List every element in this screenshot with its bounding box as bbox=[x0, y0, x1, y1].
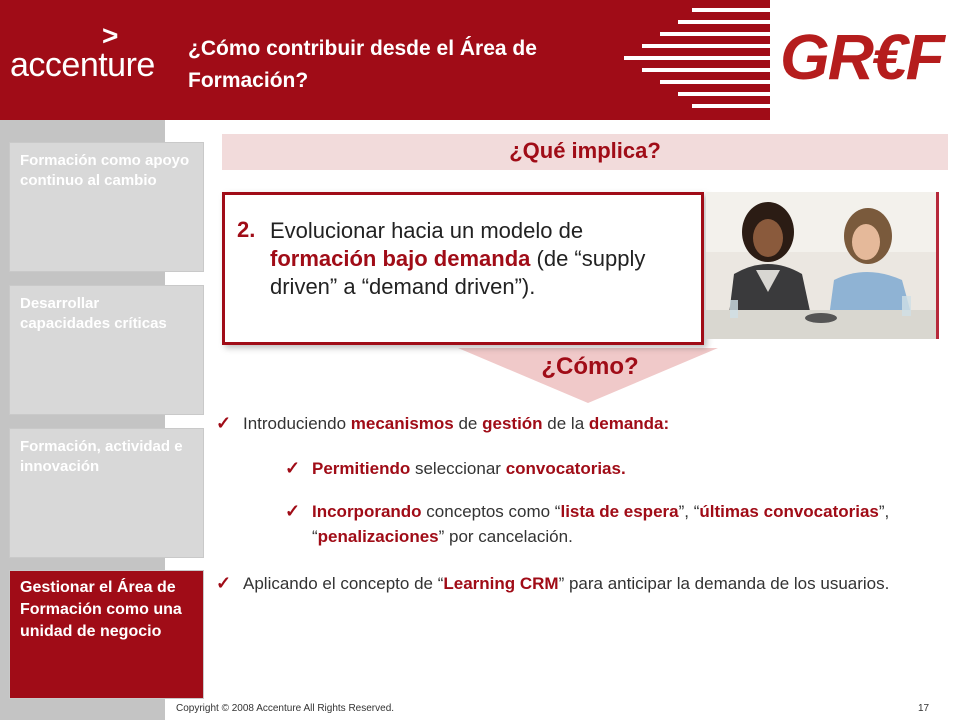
partner-logo-box bbox=[770, 0, 960, 120]
bullet-highlight: mecanismos bbox=[350, 414, 454, 433]
accenture-logo: accenture bbox=[10, 46, 155, 84]
bullet-text: Aplicando el concepto de “ bbox=[243, 574, 444, 593]
sidebar-item-unidad-negocio[interactable] bbox=[10, 571, 203, 698]
bullet-highlight: Learning CRM bbox=[443, 574, 559, 593]
question-bar bbox=[222, 134, 948, 170]
bullet-highlight: Permitiendo bbox=[312, 459, 411, 478]
check-icon: ✓ bbox=[285, 501, 301, 521]
bullet-text: seleccionar bbox=[410, 459, 506, 478]
bullet-highlight: penalizaciones bbox=[317, 527, 439, 546]
bullet-highlight: últimas convocatorias bbox=[699, 502, 879, 521]
bullet-highlight: demanda: bbox=[588, 414, 670, 433]
bullet-permitiendo bbox=[312, 456, 942, 481]
question-bar-text: ¿Qué implica? bbox=[509, 138, 661, 163]
bullet-mecanismos bbox=[243, 411, 943, 436]
sidebar-item-label: Formación, actividad e innovación bbox=[20, 438, 183, 475]
sidebar-item-capacidades[interactable] bbox=[10, 286, 203, 414]
panel-number: 2. bbox=[237, 217, 256, 242]
sidebar-item-innovacion[interactable] bbox=[10, 429, 203, 557]
panel-text bbox=[270, 217, 690, 301]
panel-text-part: (de “supply driven” a “demand driven”). bbox=[270, 246, 646, 299]
sidebar-item-label: Formación como apoyo continuo al cambio bbox=[20, 152, 190, 189]
bullet-highlight: convocatorias. bbox=[505, 459, 626, 478]
page-title: ¿Cómo contribuir desde el Área de Formación? bbox=[188, 37, 537, 92]
highlight-panel bbox=[222, 192, 704, 345]
bullet-highlight: lista de espera bbox=[560, 502, 679, 521]
bullet-text: de bbox=[453, 414, 483, 433]
accenture-logo-mark: > bbox=[102, 20, 119, 51]
sidebar-item-label: Gestionar el Área de Formación como una unidad de negocio bbox=[20, 579, 182, 640]
decorative-stripes bbox=[600, 0, 770, 120]
check-icon: ✓ bbox=[285, 458, 301, 478]
bullet-text: ” por cancelación. bbox=[438, 527, 573, 546]
bullet-text: conceptos como “ bbox=[421, 502, 561, 521]
meeting-photo-illustration bbox=[706, 192, 936, 339]
bullet-highlight: gestión bbox=[482, 414, 543, 433]
sidebar-item-formacion-cambio[interactable] bbox=[10, 143, 203, 271]
header-banner bbox=[0, 0, 960, 120]
sidebar-item-label: Desarrollar capacidades críticas bbox=[20, 295, 167, 332]
gref-logo: GR€F bbox=[780, 21, 943, 93]
bullet-text: ”, “ bbox=[312, 502, 890, 546]
bullet-text: ” para anticipar la demanda de los usuarios. bbox=[558, 574, 890, 593]
bullet-text: de la bbox=[542, 414, 589, 433]
bullet-text: ”, “ bbox=[678, 502, 700, 521]
bullet-incorporando bbox=[312, 499, 952, 549]
check-icon: ✓ bbox=[216, 573, 232, 593]
meeting-photo bbox=[706, 192, 939, 339]
bullet-text: Introduciendo bbox=[243, 414, 351, 433]
copyright-text: Copyright © 2008 Accenture All Rights Reserved. bbox=[176, 703, 395, 714]
page-number: 17 bbox=[918, 703, 930, 714]
panel-text-highlight: formación bajo demanda bbox=[270, 246, 531, 271]
como-heading: ¿Cómo? bbox=[541, 353, 639, 380]
check-icon: ✓ bbox=[216, 413, 232, 433]
bullet-learning-crm bbox=[243, 571, 933, 596]
bullet-highlight: Incorporando bbox=[312, 502, 422, 521]
panel-text-part: Evolucionar hacia un modelo de bbox=[270, 218, 584, 243]
